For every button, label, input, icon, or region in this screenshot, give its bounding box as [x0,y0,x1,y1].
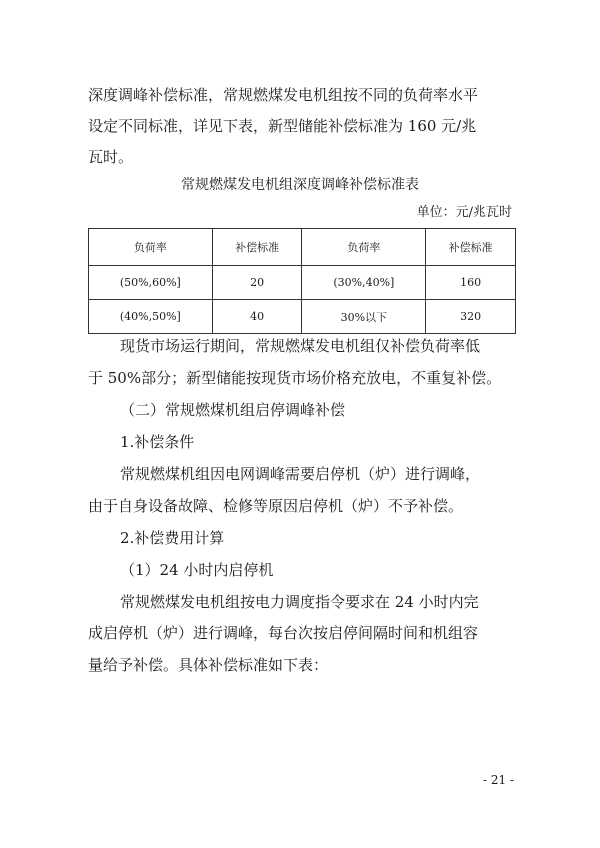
compensation-table [88,228,516,334]
body-line-2: 于 50%部分；新型储能按现货市场价格充放电，不重复补偿。 [88,369,502,387]
body-line-11: 量给予补偿。具体补偿标准如下表： [88,656,329,674]
table-cell: (50%,60%] [89,266,213,300]
paragraph-line-1: 深度调峰补偿标准，常规燃煤发电机组按不同的负荷率水平 [88,86,479,104]
table-cell: 320 [426,300,516,334]
body-line-6: 由于自身设备故障、检修等原因启停机（炉）不予补偿。 [88,497,464,515]
section-heading: （二）常规燃煤机组启停调峰补偿 [120,401,346,419]
subheading-24h: （1）24 小时内启停机 [120,561,274,579]
body-line-9: 常规燃煤发电机组按电力调度指令要求在 24 小时内完 [120,593,479,611]
table-cell: 30%以下 [302,300,426,334]
table-row [89,300,516,334]
table-caption: 常规燃煤发电机组深度调峰补偿标准表 [181,177,419,193]
table-header-row [89,229,516,266]
subheading-calculation: 2.补偿费用计算 [120,529,225,547]
body-line-5: 常规燃煤机组因电网调峰需要启停机（炉）进行调峰， [120,465,481,483]
subheading-conditions: 1.补偿条件 [120,433,195,451]
table-cell: 160 [426,266,516,300]
header-compensation-1: 补偿标准 [212,229,302,266]
table-unit-label: 单位：元/兆瓦时 [416,205,512,220]
header-load-rate-2: 负荷率 [302,229,426,266]
table-cell: 40 [212,300,302,334]
body-line-1: 现货市场运行期间，常规燃煤发电机组仅补偿负荷率低 [120,337,481,355]
table-cell: 20 [212,266,302,300]
page-number: - 21 - [482,773,514,787]
paragraph-line-3: 瓦时。 [88,148,134,166]
body-line-10: 成启停机（炉）进行调峰，每台次按启停间隔时间和机组容 [88,624,479,642]
header-load-rate-1: 负荷率 [89,229,213,266]
table-row [89,266,516,300]
table-cell: (30%,40%] [302,266,426,300]
header-compensation-2: 补偿标准 [426,229,516,266]
table-cell: (40%,50%] [89,300,213,334]
paragraph-line-2: 设定不同标准，详见下表，新型储能补偿标准为 160 元/兆 [88,117,477,135]
